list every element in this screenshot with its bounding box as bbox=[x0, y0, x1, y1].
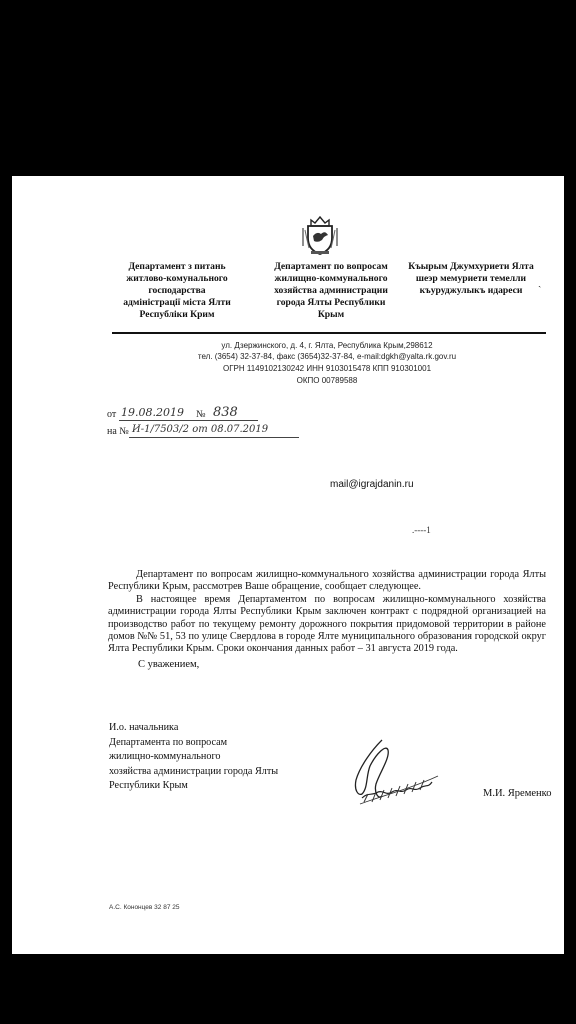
header-ukrainian bbox=[112, 261, 242, 321]
outgoing-date: 19.08.2019 bbox=[121, 406, 184, 419]
signature-line: жилищно-коммунального bbox=[109, 751, 221, 763]
handwritten-signature bbox=[342, 736, 442, 808]
header-crimean-tatar bbox=[396, 261, 546, 297]
coat-of-arms-icon bbox=[299, 212, 341, 256]
address-line: ул. Дзержинского, д. 4, г. Ялта, Республика Крым,298612 bbox=[221, 341, 433, 350]
header-left-line: адміністрації міста Ялти bbox=[123, 297, 231, 308]
letter-page bbox=[12, 176, 564, 954]
header-divider bbox=[112, 332, 546, 334]
header-middle-line: жилищно-коммунального bbox=[274, 273, 388, 284]
to-prefix: на № bbox=[107, 426, 129, 437]
signer-name: М.И. Яременко bbox=[483, 788, 552, 799]
number-prefix: № bbox=[196, 409, 206, 420]
body-paragraph: Департамент по вопросам жилищно-коммунального хозяйства администрации города Ялты Республики Крым, рассмотрев Ваше обращение, сообщает следующее. bbox=[108, 569, 546, 593]
outgoing-number: 838 bbox=[213, 405, 238, 420]
header-left-line: Департамент з питань bbox=[128, 261, 226, 272]
header-left-line: житлово-комунального bbox=[126, 273, 228, 284]
header-right-line: шеэр мемуриети темелли bbox=[415, 273, 527, 284]
header-middle-line: города Ялты Республики bbox=[276, 297, 386, 308]
signature-line: хозяйства администрации города Ялты bbox=[109, 765, 279, 777]
incoming-reference bbox=[107, 425, 307, 439]
header-right-line: Къырым Джумхуриети Ялта bbox=[408, 261, 534, 272]
header-middle-line: хозяйства администрации bbox=[274, 285, 388, 296]
closing-text: С уважением, bbox=[138, 659, 200, 670]
header-middle-line: Департамент по вопросам bbox=[274, 261, 388, 272]
signature-block bbox=[109, 721, 278, 794]
registration-line: ОГРН 1149102130242 ИНН 9103015478 КПП 910301001 bbox=[222, 364, 432, 373]
scan-mark: ˏ bbox=[538, 277, 542, 288]
recipient-email: mail@igrajdanin.ru bbox=[330, 479, 414, 490]
signature-line: И.о. начальника bbox=[109, 722, 179, 733]
header-right-line: къуруджулыкъ идареси bbox=[419, 285, 523, 296]
outgoing-reference bbox=[107, 405, 267, 422]
executor-line: А.С. Кононцев 32 87 25 bbox=[109, 904, 180, 911]
from-prefix: от bbox=[107, 409, 117, 420]
header-left-line: господарства bbox=[148, 285, 206, 296]
contacts-line: тел. (3654) 32-37-84, факс (3654)32-37-84, e-mail:dgkh@yalta.rk.gov.ru bbox=[197, 352, 457, 361]
header-russian bbox=[256, 261, 406, 321]
signature-line: Республики Крым bbox=[109, 780, 188, 792]
header-left-line: Республіки Крим bbox=[139, 309, 215, 320]
okpo-line: ОКПО 00789588 bbox=[296, 376, 358, 385]
letter-body bbox=[108, 569, 546, 656]
incoming-reference-value: И-1/7503/2 от 08.07.2019 bbox=[132, 424, 269, 435]
signature-line: Департамента по вопросам bbox=[109, 736, 228, 748]
scan-mark: .‐‐‐‐1 bbox=[412, 525, 431, 535]
body-paragraph: В настоящее время Департаментом по вопросам жилищно-коммунального хозяйства администрации города Ялты Республики Крым заключен контракт с подрядной организацией на производство работ по текущему ремонту дорожного покрытия придомовой территории в районе домов №№ 51, 53 по улице Свердлова в городе Ялте муниципального образования городской округ Ялта Республики Крым. Сроки окончания данных работ – 31 августа 2019 года. bbox=[108, 593, 546, 655]
header-middle-line: Крым bbox=[317, 309, 345, 320]
